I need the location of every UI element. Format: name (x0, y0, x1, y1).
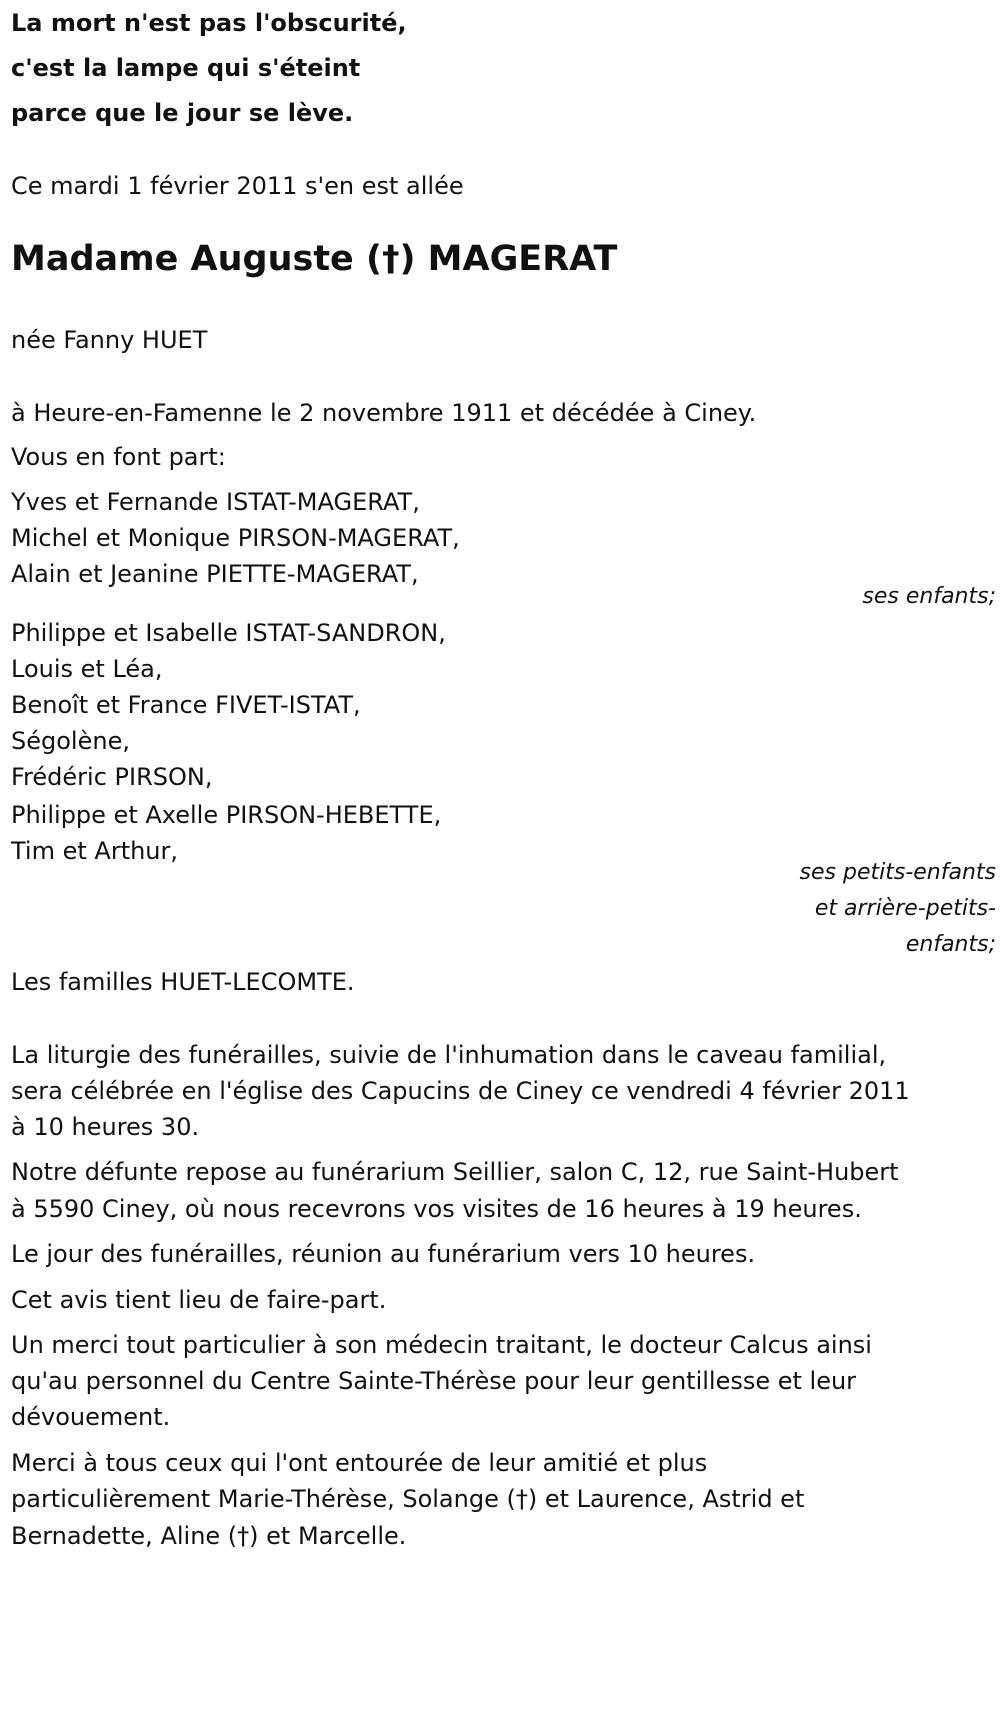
list-item: Frédéric PIRSON, (11, 763, 213, 791)
list-item: Philippe et Axelle PIRSON-HEBETTE, (11, 801, 442, 829)
role-line: et arrière-petits- (814, 896, 996, 921)
deceased-name: Madame Auguste (†) MAGERAT (11, 239, 618, 279)
meeting-line: Le jour des funérailles, réunion au funérarium vers 10 heures. (11, 1240, 756, 1268)
role-line: enfants; (905, 932, 996, 957)
paragraph-line: sera célébrée en l'église des Capucins de Ciney ce vendredi 4 février 2011 (11, 1077, 910, 1105)
paragraph-line: Merci à tous ceux qui l'ont entourée de leur amitié et plus (11, 1449, 708, 1477)
families-line: Les familles HUET-LECOMTE. (11, 968, 355, 996)
epigraph-line: c'est la lampe qui s'éteint (11, 54, 361, 82)
list-item: Yves et Fernande ISTAT-MAGERAT, (11, 488, 420, 516)
paragraph-line: qu'au personnel du Centre Sainte-Thérèse pour leur gentillesse et leur (11, 1367, 857, 1395)
paragraph-line: à 5590 Ciney, où nous recevrons vos visites de 16 heures à 19 heures. (11, 1195, 862, 1223)
birth-line: à Heure-en-Famenne le 2 novembre 1911 et décédée à Ciney. (11, 399, 757, 427)
children-role: ses enfants; (862, 584, 996, 609)
maiden-name: née Fanny HUET (11, 326, 208, 354)
paragraph-line: particulièrement Marie-Thérèse, Solange (†) et Laurence, Astrid et (11, 1485, 805, 1513)
epigraph-line: La mort n'est pas l'obscurité, (11, 9, 407, 37)
paragraph-line: Un merci tout particulier à son médecin traitant, le docteur Calcus ainsi (11, 1331, 872, 1359)
epigraph-line: parce que le jour se lève. (11, 99, 354, 127)
notice-line: Cet avis tient lieu de faire-part. (11, 1286, 387, 1314)
list-item: Alain et Jeanine PIETTE-MAGERAT, (11, 560, 419, 588)
paragraph-line: Bernadette, Aline (†) et Marcelle. (11, 1522, 407, 1550)
intro-text: Ce mardi 1 février 2011 s'en est allée (11, 172, 464, 200)
list-item: Michel et Monique PIRSON-MAGERAT, (11, 524, 460, 552)
paragraph-line: Notre défunte repose au funérarium Seillier, salon C, 12, rue Saint-Hubert (11, 1158, 899, 1186)
role-line: ses petits-enfants (799, 860, 996, 885)
announce-line: Vous en font part: (11, 443, 226, 471)
paragraph-line: à 10 heures 30. (11, 1113, 200, 1141)
paragraph-line: La liturgie des funérailles, suivie de l'inhumation dans le caveau familial, (11, 1041, 887, 1069)
list-item: Philippe et Isabelle ISTAT-SANDRON, (11, 619, 446, 647)
list-item: Ségolène, (11, 727, 130, 755)
list-item: Benoît et France FIVET-ISTAT, (11, 691, 361, 719)
list-item: Louis et Léa, (11, 655, 163, 683)
list-item: Tim et Arthur, (11, 837, 179, 865)
paragraph-line: dévouement. (11, 1403, 171, 1431)
